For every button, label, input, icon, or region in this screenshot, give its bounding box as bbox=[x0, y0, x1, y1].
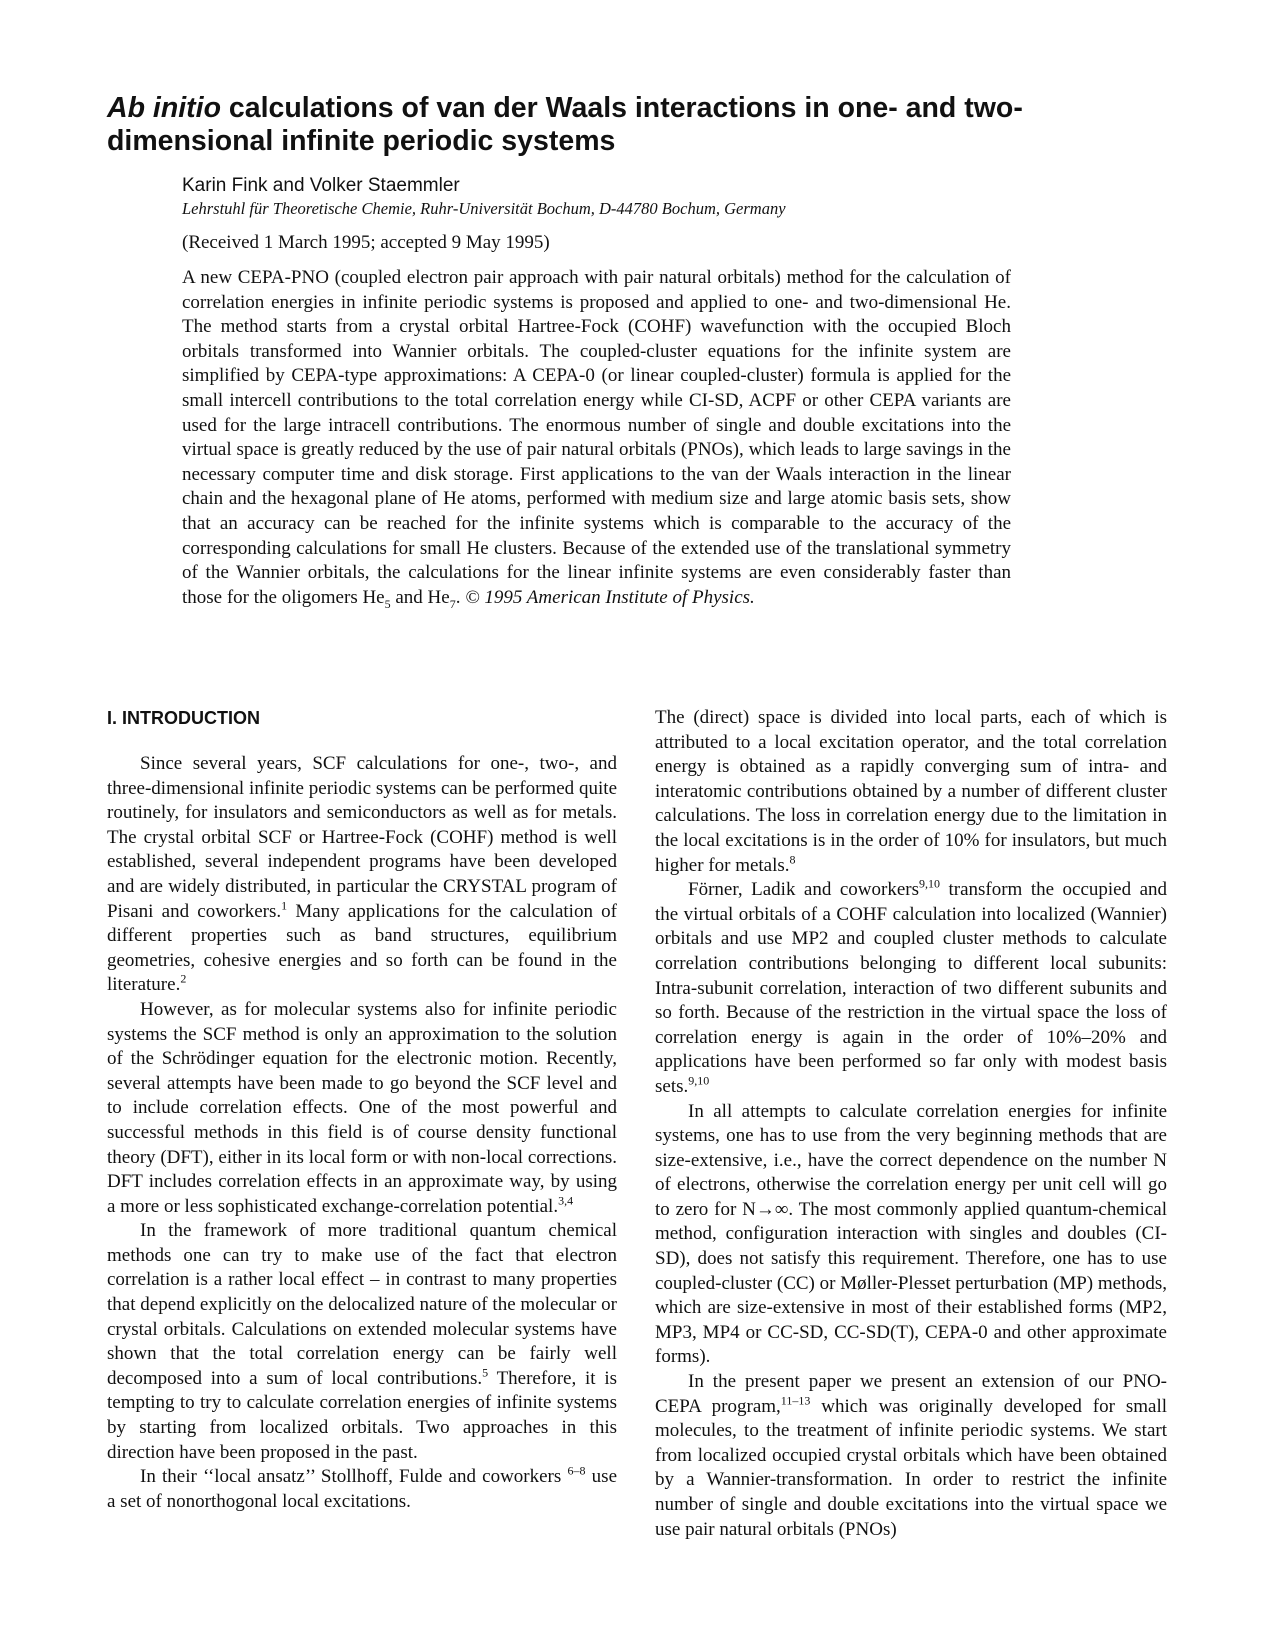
abstract-sub-5: 5 bbox=[384, 596, 391, 611]
left-p1-text-a: Since several years, SCF calculations for one-, two-, and three-dimensional infinite periodic systems can be performed quite routinely, for insulators and semiconductors as well as for metals. The crystal orbital SCF or Hartree-Fock (COHF) method is well established, several independent programs have been developed and are widely distributed, in particular the CRYSTAL program of Pisani and coworkers. bbox=[107, 753, 617, 922]
right-p1-text-a: Förner, Ladik and coworkers bbox=[688, 879, 919, 901]
ref-1: 1 bbox=[281, 898, 288, 913]
left-paragraph-1 bbox=[107, 752, 617, 998]
right-paragraph-0 bbox=[655, 706, 1167, 878]
paper-title bbox=[107, 92, 1107, 158]
left-paragraph-4 bbox=[107, 1465, 617, 1514]
right-paragraph-3 bbox=[655, 1370, 1167, 1542]
ref-2: 2 bbox=[180, 972, 187, 987]
authors: Karin Fink and Volker Staemmler bbox=[182, 175, 460, 196]
ref-9-10-a: 9,10 bbox=[918, 876, 940, 891]
abstract-and: and He bbox=[390, 586, 450, 608]
right-p3-text-b: which was originally developed for small molecules, to the treatment of infinite periodic systems. We start from localized occupied crystal orbitals which have been obtained by a Wannier-transformation. In order to restrict the infinite number of single and double excitations into the virtual space we use pair natural orbitals (PNOs) bbox=[655, 1395, 1167, 1540]
title-rest: calculations of van der Waals interactions in one- and two-dimensional infinite periodic systems bbox=[107, 92, 1023, 157]
section-heading-introduction: I. INTRODUCTION bbox=[107, 708, 260, 728]
right-p1-text-b: transform the occupied and the virtual orbitals of a COHF calculation into localized (Wannier) orbitals and use MP2 and coupled cluster methods to calculate correlation contributions belonging to different local subunits: Intra-subunit correlation, interaction of two different subunits and so forth. Because of the restriction in the virtual space the loss of correlation energy is again in the order of 10%–20% and applications have been performed so far only with modest basis sets. bbox=[655, 879, 1168, 1097]
right-paragraph-1 bbox=[655, 878, 1167, 1099]
affiliation: Lehrstuhl für Theoretische Chemie, Ruhr-Universität Bochum, D-44780 Bochum, Germany bbox=[182, 199, 786, 218]
ref-6-8: 6–8 bbox=[567, 1463, 586, 1478]
ref-5: 5 bbox=[482, 1365, 489, 1380]
left-p3-text-b: Therefore, it is tempting to try to calculate correlation energies of infinite systems by starting from localized orbitals. Two approaches in this direction have been proposed in the past. bbox=[107, 1367, 618, 1463]
right-paragraph-2: In all attempts to calculate correlation energies for infinite systems, one has to use from the very beginning methods that are size-extensive, i.e., have the correct dependence on the number N of electrons, otherwise the correlation energy per unit cell will go to zero for N→∞. The most commonly applied quantum-chemical method, configuration interaction with singles and doubles (CI-SD), does not satisfy this requirement. Therefore, one has to use coupled-cluster (CC) or Møller-Plesset perturbation (MP) methods, which are size-extensive in most of their established forms (MP2, MP3, MP4 or CC-SD, CC-SD(T), CEPA-0 and other approximate forms). bbox=[655, 1100, 1167, 1368]
right-p3-text-a: In the present paper we present an extension of our PNO-CEPA program, bbox=[655, 1371, 1167, 1417]
right-column bbox=[655, 706, 1167, 1542]
left-p4-text-a: In their ‘‘local ansatz’’ Stollhoff, Fulde and coworkers bbox=[140, 1466, 568, 1488]
abstract-body: A new CEPA-PNO (coupled electron pair approach with pair natural orbitals) method for the calculation of correlation energies in infinite periodic systems is proposed and applied to one- and two-dimensional He. The method starts from a crystal orbital Hartree-Fock (COHF) wavefunction with the occupied Bloch orbitals transformed into Wannier orbitals. The coupled-cluster equations for the infinite system are simplified by CEPA-type approximations: A CEPA-0 (or linear coupled-cluster) formula is applied for the small intercell contributions to the total correlation energy while CI-SD, ACPF or other CEPA variants are used for the large intracell contributions. The enormous number of single and double excitations into the virtual space is greatly reduced by the use of pair natural orbitals (PNOs), which leads to large savings in the necessary computer time and disk storage. First applications to the van der Waals interaction in the linear chain and the hexagonal plane of He atoms, performed with medium size and large atomic basis sets, show that an accuracy can be reached for the infinite systems which is comparable to the accuracy of the corresponding calculations for small He clusters. Because of the extended use of the translational symmetry of the Wannier orbitals, the calculations for the linear infinite systems are even considerably faster than those for the oligomers He bbox=[182, 267, 1011, 608]
abstract bbox=[182, 266, 1011, 610]
left-p3-text-a: In the framework of more traditional quantum chemical methods one can try to make use of the fact that electron correlation is a rather local effect – in contrast to many properties that depend explicitly on the delocalized nature of the molecular or crystal orbitals. Calculations on extended molecular systems have shown that the total correlation energy can be fairly well decomposed into a sum of local contributions. bbox=[107, 1220, 617, 1389]
ref-8: 8 bbox=[789, 852, 796, 867]
left-column bbox=[107, 752, 617, 1514]
abstract-after: . bbox=[455, 586, 466, 608]
left-paragraph-3 bbox=[107, 1219, 617, 1465]
left-paragraph-2 bbox=[107, 998, 617, 1219]
left-p4-text-b: use a set of nonorthogonal local excitations. bbox=[107, 1466, 618, 1512]
left-p1-text-b: Many applications for the calculation of different properties such as band structures, equilibrium geometries, cohesive energies and so forth can be found in the literature. bbox=[107, 900, 617, 996]
ref-3-4: 3,4 bbox=[558, 1193, 574, 1208]
ref-9-10-b: 9,10 bbox=[688, 1073, 710, 1088]
abstract-sub-7: 7 bbox=[449, 596, 456, 611]
abstract-copyright: © 1995 American Institute of Physics. bbox=[465, 586, 755, 608]
ref-11-13: 11–13 bbox=[780, 1393, 811, 1408]
received-date: (Received 1 March 1995; accepted 9 May 1995) bbox=[182, 232, 550, 253]
title-italic: Ab initio bbox=[107, 92, 221, 124]
left-p2-text: However, as for molecular systems also for infinite periodic systems the SCF method is only an approximation to the solution of the Schrödinger equation for the electronic motion. Recently, several attempts have been made to go beyond the SCF level and to include correlation effects. One of the most powerful and successful methods in this field is of course density functional theory (DFT), either in its local form or with non-local corrections. DFT includes correlation effects in an approximate way, by using a more or less sophisticated exchange-correlation potential. bbox=[107, 998, 617, 1217]
right-p0-text: The (direct) space is divided into local parts, each of which is attributed to a local excitation operator, and the total correlation energy is obtained as a rapidly converging sum of intra- and interatomic contributions obtained by a number of different cluster calculations. The loss in correlation energy due to the limitation in the local excitations is in the order of 10% for insulators, but much higher for metals. bbox=[655, 707, 1167, 876]
